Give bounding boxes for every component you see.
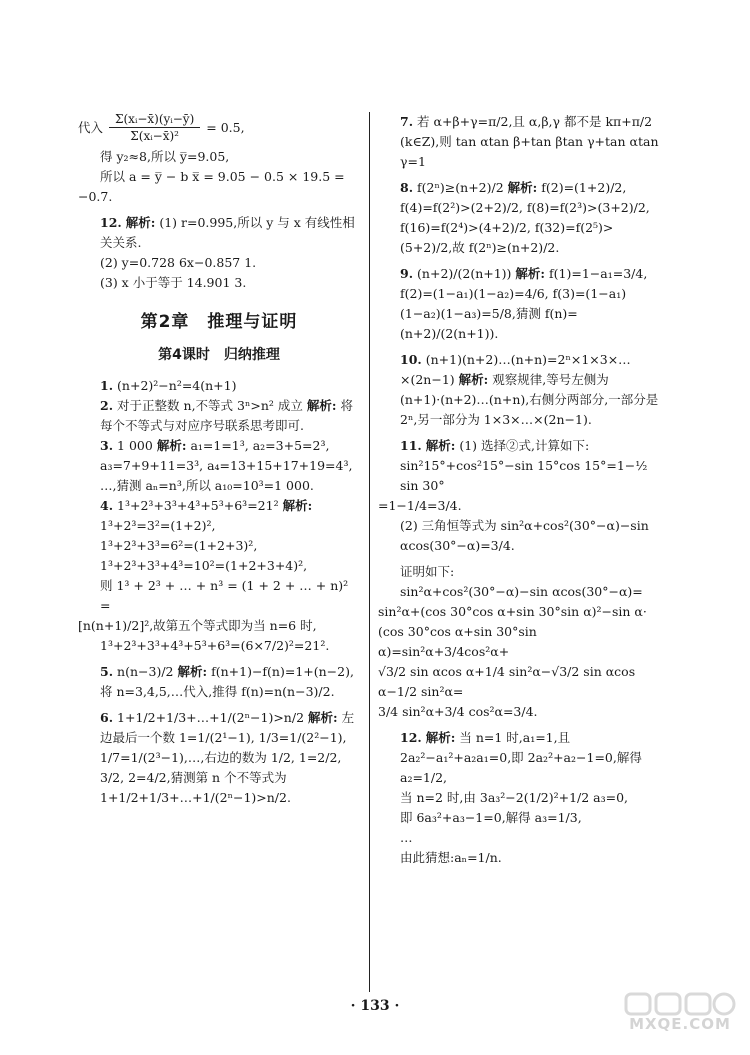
text-line: [n(n+1)/2]²,故第五个等式即为当 n=6 时, xyxy=(78,618,317,633)
analysis-text: (1) 选择②式,计算如下: xyxy=(459,438,590,453)
text-line: … xyxy=(400,830,413,845)
answer-text: f(2ⁿ)≥(n+2)/2 xyxy=(417,180,504,195)
question-number: 11. xyxy=(400,438,422,453)
text-line: 1³+2³+3³=6²=(1+2+3)², xyxy=(100,538,258,553)
text-line: 当 n=2 时,由 3a₃²−2(1/2)²+1/2 a₃=0, xyxy=(400,790,629,805)
lesson-title: 第4课时 归纳推理 xyxy=(158,347,280,363)
answer-text: 对于正整数 n,不等式 3ⁿ>n² 成立 xyxy=(117,398,303,413)
sum-fraction xyxy=(109,112,200,143)
text-line: (3) x 小于等于 14.901 3. xyxy=(100,275,247,290)
answer-text: 1+1/2+1/3+…+1/(2ⁿ−1)>n/2 xyxy=(117,710,305,725)
analysis-text: 当 n=1 时,a₁=1,且 2a₂²−a₁²+a₂a₁=0,即 2a₂²+a₂−1=0,解得 a₂=1/2, xyxy=(400,730,642,785)
text-line: 所以 a = y̅ − b x̅ = 9.05 − 0.5 × 19.5 = xyxy=(100,169,345,184)
text-line: −0.7. xyxy=(78,189,113,204)
text-line: (2) 三角恒等式为 sin²α+cos²(30°−α)−sin αcos(30°−α)=3/4. xyxy=(400,518,649,553)
analysis-text: 左边最后一个数 1=1/(2¹−1), 1/3=1/(2²−1), 1/7=1/(2³−1),…,右边的数为 1/2, 1=2/2, 3/2, 2=4/2,猜测第 n 个不等式为 1+1/2+1/3+…+1/(2ⁿ−1)>n/2. xyxy=(100,710,355,805)
question-4 xyxy=(78,496,360,516)
watermark-logo-icon xyxy=(620,990,740,1018)
text-line: sin²α+(cos 30°cos α+sin 30°sin α)²−sin α· xyxy=(378,604,647,619)
answer-text: (1) r=0.995,所以 y 与 x 有线性相关关系. xyxy=(100,215,355,250)
text-line: sin²α+cos²(30°−α)−sin αcos(30°−α)= xyxy=(400,584,643,599)
answer-text: 1 000 xyxy=(117,438,153,453)
proof-heading: 证明如下: xyxy=(400,564,455,579)
column-divider xyxy=(369,112,370,992)
analysis-text: a₁=1=1³, a₂=3+5=2³, a₃=7+9+11=3³, a₄=13+15+17+19=4³, …,猜测 aₙ=n³,所以 a₁₀=10³=1 000. xyxy=(100,438,353,493)
question-2 xyxy=(78,396,360,436)
analysis-label: 解析: xyxy=(156,438,187,453)
question-number: 1. xyxy=(100,378,114,393)
question-10 xyxy=(378,350,660,430)
question-number: 6. xyxy=(100,710,114,725)
text-line: 1³+2³=3²=(1+2)², xyxy=(100,518,216,533)
analysis-label: 解析: xyxy=(515,266,546,281)
question-8 xyxy=(378,178,660,258)
question-number: 8. xyxy=(400,180,414,195)
analysis-text: 观察规律,等号左侧为(n+1)·(n+2)…(n+n),右侧分两部分,一部分是 2ⁿ,另一部分为 1×3×…×(2n−1). xyxy=(400,372,659,427)
question-5 xyxy=(78,662,360,702)
text-line: 1³+2³+3³+4³=10²=(1+2+3+4)², xyxy=(100,558,308,573)
chapter-title: 第2章 推理与证明 xyxy=(140,312,298,332)
question-9 xyxy=(378,264,660,344)
text-line: √3/2 sin αcos α+1/4 sin²α−√3/2 sin αcos α−1/2 sin²α= xyxy=(378,664,636,699)
question-number: 10. xyxy=(400,352,422,367)
question-6 xyxy=(78,708,360,808)
question-number: 12. xyxy=(100,215,122,230)
answer-text: 若 α+β+γ=π/2,且 α,β,γ 都不是 kπ+π/2 (k∈Z),则 tan αtan β+tan βtan γ+tan αtan γ=1 xyxy=(400,114,659,169)
answer-text: (n+2)/(2(n+1)) xyxy=(417,266,512,281)
analysis-label: 解析: xyxy=(177,664,208,679)
text-line: 得 y₂≈8,所以 y̅=9.05, xyxy=(100,149,230,164)
text-line: =1−1/4=3/4. xyxy=(378,498,462,513)
analysis-label: 解析: xyxy=(458,372,489,387)
text-line: (2) y=0.728 6x−0.857 1. xyxy=(100,255,257,270)
analysis-label: 解析: xyxy=(306,398,337,413)
answer-text: n(n−3)/2 xyxy=(117,664,174,679)
text-line: sin²15°+cos²15°−sin 15°cos 15°=1−½ sin 30° xyxy=(400,458,648,493)
analysis-text: f(n+1)−f(n)=1+(n−2),将 n=3,4,5,…代入,推得 f(n)=n(n−3)/2. xyxy=(100,664,354,699)
left-column xyxy=(78,112,360,808)
text-line: (cos 30°cos α+sin 30°sin α)=sin²α+3/4cos²α+ xyxy=(378,624,537,659)
text-line: 3/4 sin²α+3/4 cos²α=3/4. xyxy=(378,704,538,719)
analysis-label: 解析: xyxy=(282,498,313,513)
watermark-text: MXQE.COM xyxy=(629,1015,731,1033)
page-number: · 133 · xyxy=(350,998,400,1014)
sum-result: = 0.5, xyxy=(206,119,245,135)
answer-text: 1³+2³+3³+4³+5³+6³=21² xyxy=(117,498,279,513)
answer-text: (n+1)(n+2)…(n+n)=2ⁿ×1×3×…×(2n−1) xyxy=(400,352,631,387)
question-number: 7. xyxy=(400,114,414,129)
sum-denominator: Σ(xᵢ−x̄)² xyxy=(130,129,179,143)
question-7 xyxy=(378,112,660,172)
answer-text: (n+2)²−n²=4(n+1) xyxy=(117,378,237,393)
sum-formula xyxy=(78,112,360,143)
analysis-label: 解析: xyxy=(308,710,338,725)
question-3 xyxy=(78,436,360,496)
text-line: 1³+2³+3³+4³+5³+6³=(6×7/2)²=21². xyxy=(100,638,330,653)
question-number: 2. xyxy=(100,398,114,413)
text-line: 由此猜想:aₙ=1/n. xyxy=(400,850,502,865)
analysis-label: 解析: xyxy=(425,438,456,453)
question-number: 3. xyxy=(100,438,114,453)
analysis-label: 解析: xyxy=(507,180,538,195)
question-number: 5. xyxy=(100,664,114,679)
question-1 xyxy=(78,376,360,396)
text-line: 则 1³ + 2³ + … + n³ = (1 + 2 + … + n)² = xyxy=(100,578,349,613)
question-number: 9. xyxy=(400,266,414,281)
right-column xyxy=(378,112,660,868)
question-11 xyxy=(378,436,660,456)
question-number: 12. xyxy=(400,730,422,745)
analysis-text: f(1)=1−a₁=3/4, f(2)=(1−a₁)(1−a₂)=4/6, f(3)=(1−a₁)(1−a₂)(1−a₃)=5/8,猜测 f(n)=(n+2)/(2(n+1)). xyxy=(400,266,648,341)
sum-prefix: 代入 xyxy=(78,119,104,135)
question-12-right xyxy=(378,728,660,788)
analysis-text: 将每个不等式与对应序号联系思考即可. xyxy=(100,398,353,433)
text-line: 即 6a₃²+a₃−1=0,解得 a₃=1/3, xyxy=(400,810,582,825)
analysis-label: 解析: xyxy=(425,730,456,745)
analysis-text: f(2)=(1+2)/2, f(4)=f(2²)>(2+2)/2, f(8)=f(2³)>(3+2)/2, f(16)=f(2⁴)>(4+2)/2, f(32)=f(2⁵)>(5+2)/2,故 f(2ⁿ)≥(n+2)/2. xyxy=(400,180,650,255)
sum-numerator: Σ(xᵢ−x̄)(yᵢ−ȳ) xyxy=(109,112,200,128)
question-12-left xyxy=(78,213,360,253)
question-number: 4. xyxy=(100,498,114,513)
analysis-label: 解析: xyxy=(125,215,156,230)
